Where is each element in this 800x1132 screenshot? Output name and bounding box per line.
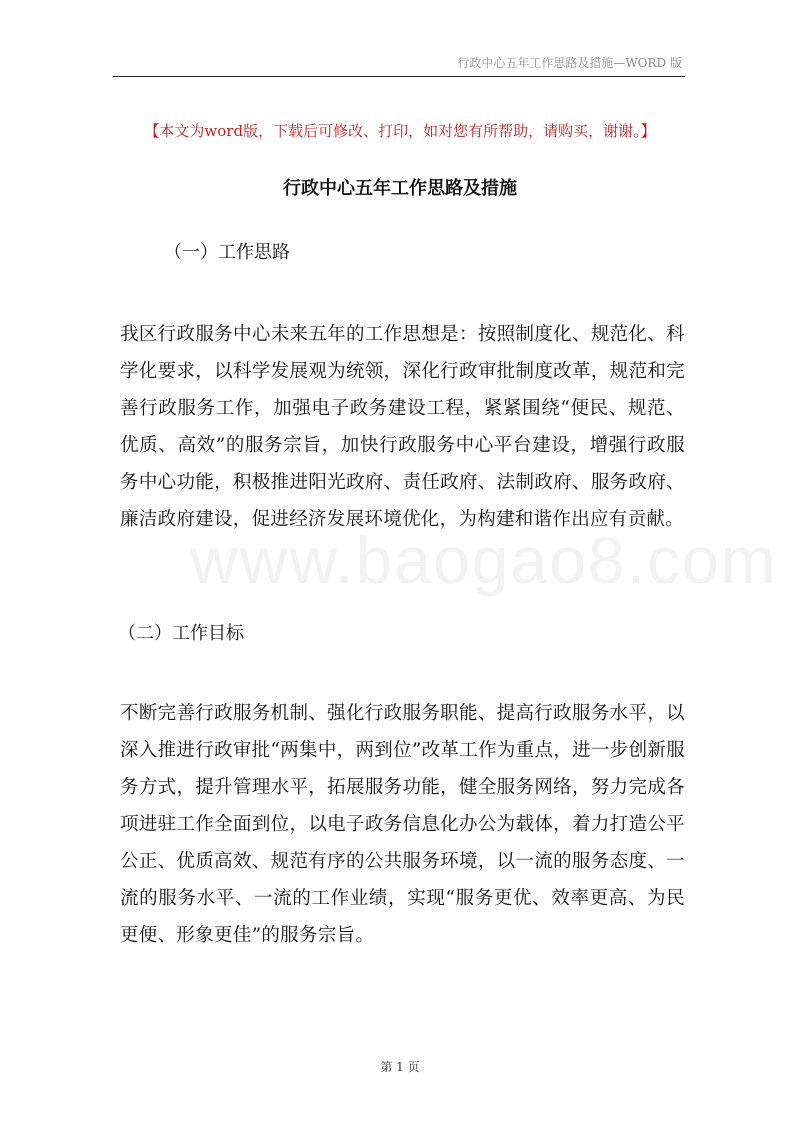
page-number: 第 1 页 [380, 1060, 420, 1074]
header-divider [113, 76, 685, 77]
watermark: www.baogao8.com [190, 523, 778, 597]
running-header: 行政中心五年工作思路及措施—WORD 版 [457, 56, 682, 70]
document-title: 行政中心五年工作思路及措施 [283, 178, 517, 199]
paragraph-work-goals: 不断完善行政服务机制、强化行政服务职能、提高行政服务水平，以深入推进行政审批“两集中，两到位”改革工作为重点，进一步创新服务方式，提升管理水平，拓展服务功能，健全服务网络，努力完成各项进驻工作全面到位，以电子政务信息化办公为载体，着力打造公平公正、优质高效、规范有序的公共服务环境，以一流的服务态度、一流的服务水平、一流的工作业绩，实现“服务更优、效率更高、为民更便、形象更佳”的服务宗旨。 [120, 703, 685, 946]
section-heading-work-goals: （二）工作目标 [118, 623, 244, 644]
paragraph-work-ideas: 我区行政服务中心未来五年的工作思想是：按照制度化、规范化、科学化要求，以科学发展观为统领，深化行政审批制度改革，规范和完善行政服务工作，加强电子政务建设工程，紧紧围绕“便民、规范、优质、高效”的服务宗旨，加快行政服务中心平台建设，增强行政服务中心功能，积极推进阳光政府、责任政府、法制政府、服务政府、廉洁政府建设，促进经济发展环境优化，为构建和谐作出应有贡献。 [120, 324, 685, 530]
download-notice: 【本文为word版，下载后可修改、打印，如对您有所帮助，请购买，谢谢。】 [144, 122, 656, 140]
section-heading-work-ideas: （一）工作思路 [164, 242, 290, 263]
